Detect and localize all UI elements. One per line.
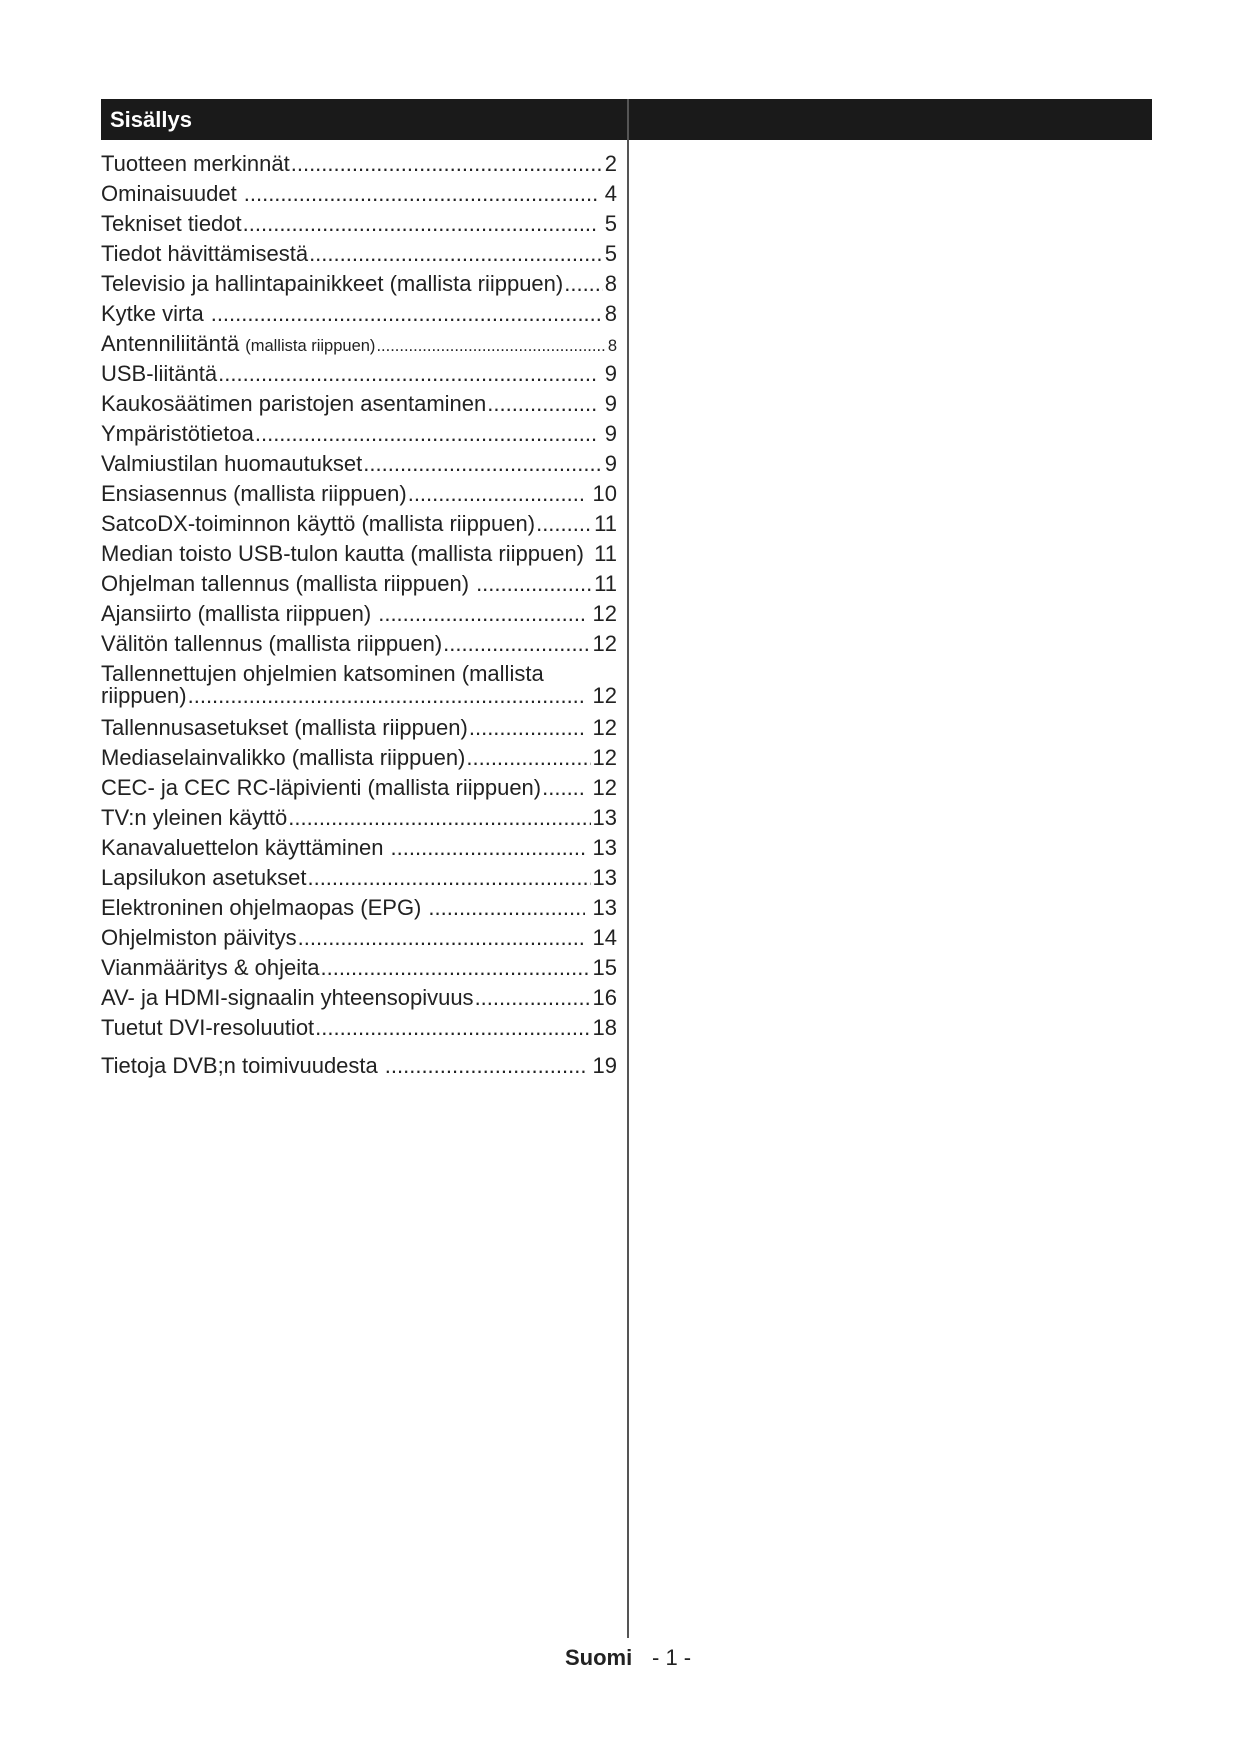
toc-entry-title: Kytke virta — [101, 301, 204, 326]
dot-leader — [408, 479, 585, 509]
toc-entry-note: (mallista riippuen) — [245, 337, 376, 355]
toc-entry-page: 9 — [604, 421, 617, 446]
toc-entry-page: 13 — [592, 895, 617, 920]
toc-entry — [101, 479, 617, 509]
toc-entry — [101, 509, 617, 539]
dot-leader — [443, 629, 590, 659]
toc-entry-title: Kanavaluettelon käyttäminen — [101, 835, 384, 860]
dot-leader — [469, 713, 585, 743]
toc-entry — [101, 713, 617, 743]
toc-entry-title-continued: riippuen) — [101, 683, 187, 708]
dot-leader — [321, 953, 591, 983]
toc-entry — [101, 539, 617, 569]
dot-leader — [476, 569, 592, 599]
toc-entry-page: 5 — [604, 241, 617, 266]
dot-leader — [542, 773, 584, 803]
toc-entry — [101, 953, 617, 983]
toc-entry — [101, 743, 617, 773]
dot-leader — [188, 685, 585, 707]
dot-leader — [298, 923, 585, 953]
footer-language: Suomi — [565, 1645, 633, 1670]
dot-leader — [291, 149, 603, 179]
toc-entry-page: 9 — [604, 361, 617, 386]
toc-entry — [101, 329, 617, 359]
toc-entry — [101, 1013, 617, 1043]
toc-entry-page: 9 — [604, 391, 617, 416]
toc-entry-page: 8 — [604, 301, 617, 326]
toc-entry — [101, 449, 617, 479]
toc-entry-title: Elektroninen ohjelmaopas (EPG) — [101, 895, 422, 920]
dot-leader — [466, 743, 590, 773]
toc-entry-title: Tekniset tiedot — [101, 211, 242, 236]
toc-entry-title: Valmiustilan huomautukset — [101, 451, 363, 476]
toc-entry — [101, 149, 617, 179]
dot-leader — [378, 599, 584, 629]
dot-leader — [243, 209, 597, 239]
dot-leader — [244, 179, 597, 209]
toc-entry-title: TV:n yleinen käyttö — [101, 805, 288, 830]
dot-leader — [376, 331, 605, 361]
toc-entry-title: USB-liitäntä — [101, 361, 218, 386]
toc-entry-title: Televisio ja hallintapainikkeet (mallista riippuen) — [101, 271, 564, 296]
dot-leader — [255, 419, 597, 449]
toc-entry-title: Tietoja DVB;n toimivuudesta — [101, 1053, 378, 1078]
toc-entry — [101, 389, 617, 419]
toc-entry-page: 13 — [592, 835, 617, 860]
toc-entry — [101, 269, 617, 299]
dot-leader — [288, 803, 590, 833]
table-of-contents — [101, 149, 617, 1081]
toc-entry-title: Kaukosäätimen paristojen asentaminen — [101, 391, 487, 416]
toc-entry-title: Vianmääritys & ohjeita — [101, 955, 320, 980]
toc-entry-page: 12 — [592, 775, 617, 800]
toc-entry-title: Antenniliitäntä — [101, 331, 240, 356]
dot-leader — [475, 983, 591, 1013]
toc-entry-page: 15 — [592, 955, 617, 980]
dot-leader — [309, 239, 603, 269]
toc-entry-title: Mediaselainvalikko (mallista riippuen) — [101, 745, 466, 770]
toc-entry-title: Tuetut DVI-resoluutiot — [101, 1015, 315, 1040]
toc-entry-title: Ohjelmiston päivitys — [101, 925, 297, 950]
toc-entry-title: Välitön tallennus (mallista riippuen) — [101, 631, 443, 656]
toc-entry-page: 2 — [604, 151, 617, 176]
toc-entry-title: Tallennusasetukset (mallista riippuen) — [101, 715, 468, 740]
toc-entry-title: SatcoDX-toiminnon käyttö (mallista riippuen) — [101, 511, 536, 536]
toc-entry-page: 12 — [592, 683, 617, 708]
dot-leader — [487, 389, 597, 419]
toc-entry-page: 14 — [592, 925, 617, 950]
toc-entry — [101, 983, 617, 1013]
toc-entry-page: 11 — [594, 571, 617, 596]
toc-entry-page: 11 — [594, 541, 617, 566]
toc-entry-page: 12 — [592, 631, 617, 656]
toc-entry — [101, 419, 617, 449]
toc-entry — [101, 599, 617, 629]
toc-entry-page: 19 — [592, 1053, 617, 1078]
toc-entry-title: Ympäristötietoa — [101, 421, 254, 446]
toc-entry — [101, 863, 617, 893]
toc-entry-page: 4 — [604, 181, 617, 206]
toc-entry-page: 12 — [592, 601, 617, 626]
toc-entry-page: 5 — [604, 211, 617, 236]
toc-entry-page: 18 — [592, 1015, 617, 1040]
toc-entry-title: Ominaisuudet — [101, 181, 237, 206]
toc-entry-title: Ensiasennus (mallista riippuen) — [101, 481, 407, 506]
toc-entry-title: AV- ja HDMI-signaalin yhteensopivuus — [101, 985, 474, 1010]
toc-entry-page: 8 — [604, 271, 617, 296]
dot-leader — [391, 833, 585, 863]
dot-leader — [428, 893, 584, 923]
toc-entry — [101, 663, 617, 707]
dot-leader — [536, 509, 592, 539]
toc-entry-title: Ohjelman tallennus (mallista riippuen) — [101, 571, 470, 596]
dot-leader — [564, 269, 603, 299]
toc-entry — [101, 209, 617, 239]
toc-entry-title: Ajansiirto (mallista riippuen) — [101, 601, 372, 626]
toc-entry — [101, 773, 617, 803]
toc-entry-title: Tallennettujen ohjelmien katsominen (mallista — [101, 661, 544, 686]
toc-entry — [101, 569, 617, 599]
toc-entry — [101, 359, 617, 389]
toc-entry-title: CEC- ja CEC RC-läpivienti (mallista riippuen) — [101, 775, 542, 800]
toc-entry — [101, 833, 617, 863]
toc-entry-page: 9 — [604, 451, 617, 476]
toc-entry — [101, 803, 617, 833]
toc-entry-title: Lapsilukon asetukset — [101, 865, 307, 890]
toc-entry-title: Tiedot hävittämisestä — [101, 241, 309, 266]
toc-entry — [101, 239, 617, 269]
toc-entry-page: 13 — [592, 865, 617, 890]
toc-entry — [101, 299, 617, 329]
column-divider — [627, 99, 629, 1638]
toc-entry — [101, 1051, 617, 1081]
toc-entry-page: 13 — [592, 805, 617, 830]
section-title: Sisällys — [110, 107, 192, 132]
toc-entry — [101, 179, 617, 209]
toc-entry — [101, 629, 617, 659]
toc-entry-page: 16 — [592, 985, 617, 1010]
toc-entry — [101, 893, 617, 923]
dot-leader — [218, 359, 597, 389]
footer-page-number: - 1 - — [652, 1645, 692, 1670]
toc-entry-page: 12 — [592, 715, 617, 740]
dot-leader — [315, 1013, 590, 1043]
dot-leader — [385, 1051, 585, 1081]
toc-entry-title: Tuotteen merkinnät — [101, 151, 290, 176]
dot-leader — [363, 449, 602, 479]
toc-entry — [101, 923, 617, 953]
dot-leader — [211, 299, 603, 329]
dot-leader — [307, 863, 590, 893]
toc-entry-page: 8 — [607, 337, 617, 355]
toc-entry-title: Median toisto USB-tulon kautta (mallista riippuen) — [101, 541, 585, 566]
toc-entry-page: 11 — [594, 511, 617, 536]
toc-entry-page: 10 — [592, 481, 617, 506]
toc-entry-page: 12 — [592, 745, 617, 770]
